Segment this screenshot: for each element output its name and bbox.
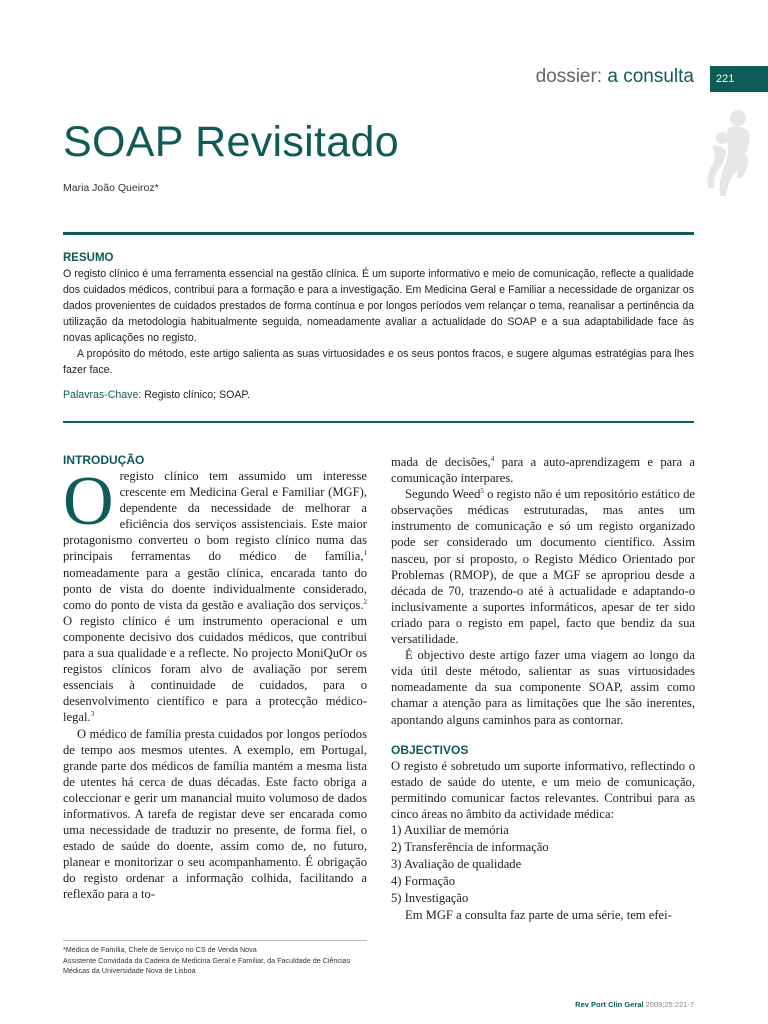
reference-marker: 4 xyxy=(490,454,495,463)
text-run: registo clínico tem assumido um interesse crescente em Medicina Geral e Familiar (MGF), dependente da necessidade de melhorar a eficiência dos serviços assistenciais. Este maior protagonismo converteu o bom registo clínico numa das principais ferramentas do médico de família, xyxy=(63,469,367,564)
section-heading-introducao: INTRODUÇÃO xyxy=(63,453,145,467)
abstract-paragraph: O registo clínico é uma ferramenta essencial na gestão clínica. É um suporte informativo e meio de comunicação, reflecte a qualidade dos cuidados médicos, contribui para a formação e para a investigação. Em Medicina Geral e Familiar a necessidade de organizar os dados provenientes de cuidados prestados de forma contínua e por longos períodos vem relançar o tema, reanalisar a pertinência da utilização da metodologia habitualmente seguida, nomeadamente avaliar a actualidade do SOAP e a sua adaptabilidade face às novas aplicações no registo. xyxy=(63,268,694,344)
keywords-value: Registo clínico; SOAP. xyxy=(144,389,251,401)
body-paragraph: Em MGF a consulta faz parte de uma série, tem efei- xyxy=(405,907,672,922)
abstract-paragraph: A propósito do método, este artigo salienta as suas virtuosidades e os seus pontos fracos, e sugere algumas estratégias para lhes fazer face. xyxy=(63,348,694,376)
abstract-heading: RESUMO xyxy=(63,252,114,264)
body-paragraph: O médico de família presta cuidados por longos períodos de tempo aos mesmos utentes. A exemplo, em Portugal, grande parte dos médicos de família mantém a mesma lista de utentes há cerca de duas décadas. Este facto obriga a coleccionar e gerir um manancial muito volumoso de dados informativos. A tarefa de registar deve ser encarada como uma necessidade de traduzir no presente, de forma fiel, o estado de saúde do doente, assim como de, no futuro, planear e monitorizar o seu acompanhamento. É obrigação do registo ordenar a informação colhida, facilitando a reflexão para a to- xyxy=(63,726,367,902)
footnote xyxy=(63,945,373,977)
list-item: 3) Avaliação de qualidade xyxy=(391,856,522,871)
body-paragraph xyxy=(391,486,695,647)
list-item: 2) Transferência de informação xyxy=(391,839,549,854)
text-run: mada de decisões, xyxy=(391,455,491,469)
page-number: 221 xyxy=(710,66,768,92)
reference-marker: 5 xyxy=(480,487,484,495)
section-label xyxy=(536,66,694,88)
text-run: nomeadamente para a gestão clínica, encarada tanto do ponto de vista do doente individualmente considerado, como do ponto de vista da gestão e avaliação dos serviços. xyxy=(63,565,367,612)
body-paragraph: É objectivo deste artigo fazer uma viagem ao longo da vida útil deste método, salientar as suas virtuosidades nomeadamente da sua componente SOAP, assim como chamar a atenção para as limitações que lhe são inerentes, apontando alguns caminhos para as contornar. xyxy=(391,648,695,727)
footnote-divider xyxy=(63,940,367,941)
objectives-list xyxy=(391,822,695,907)
keywords xyxy=(63,387,694,403)
family-silhouette-logo xyxy=(698,96,768,196)
text-run: Segundo Weed xyxy=(405,487,481,502)
list-item: 1) Auxiliar de memória xyxy=(391,822,509,837)
abstract xyxy=(63,250,694,403)
keywords-label: Palavras-Chave: xyxy=(63,389,142,401)
list-item: 5) Investigação xyxy=(391,890,469,905)
body-paragraph xyxy=(391,454,695,486)
journal-volume: 2009;25:221-7 xyxy=(645,1000,694,1009)
reference-marker: 3 xyxy=(90,710,95,719)
journal-name: Rev Port Clin Geral xyxy=(575,1000,644,1009)
list-item: 4) Formação xyxy=(391,873,455,888)
author-name: Maria João Queiroz* xyxy=(63,182,159,194)
section-heading-objectivos: OBJECTIVOS xyxy=(391,742,469,757)
section-prefix: dossier: xyxy=(535,66,603,87)
footnote-line: Assistente Convidada da Cadeira de Medicina Geral e Familiar, da Faculdade de Ciências Médicas da Universidade Nova de Lisboa xyxy=(63,955,351,975)
body-paragraph: O registo é sobretudo um suporte informativo, reflectindo o estado de saúde do utente, e um meio de comunicação, permitindo comunicar factos relevantes. Contribui para as cinco áreas no âmbito da actividade médica: xyxy=(391,758,695,821)
divider xyxy=(63,232,694,235)
article-title: SOAP Revisitado xyxy=(63,118,399,166)
body-column-left xyxy=(63,452,367,903)
reference-marker: 2 xyxy=(363,597,367,606)
body-paragraph xyxy=(63,463,367,726)
reference-marker: 1 xyxy=(363,549,367,558)
text-run: o registo não é um repositório estático de observações médicas estruturadas, mas antes um instrumento de comunicação e só um registo organizado pode ser considerado um documento científico. Assim nasceu, por si proposto, o Registo Médico Orientado por Problemas (RMOP), de que a MGF se apropriou desde a década de 70, trazendo-o até à actualidade e adaptando-o inclusivamente a suportes informáticos, apesar de ter sido criado para o registo em papel, facto que bendiz da sua versatilidade. xyxy=(391,487,695,647)
body-column-right xyxy=(391,454,695,923)
text-run: para a auto-aprendizagem e para a comunicação interpares. xyxy=(391,455,695,486)
journal-citation xyxy=(575,1000,694,1009)
footnote-line: *Médica de Família, Chefe de Serviço no CS de Venda Nova xyxy=(63,945,257,954)
divider xyxy=(63,421,694,423)
text-run: O registo clínico é um instrumento operacional e um componente decisivo dos cuidados médicos, que contribui para a sua qualidade e a reflecte. No projecto MoniQuOr os registos clínicos foram alvo de avaliação por serem essenciais à continuidade de cuidados, para o desenvolvimento científico e para a protecção médico-legal. xyxy=(63,613,367,725)
drop-cap: O xyxy=(63,463,114,540)
section-name: a consulta xyxy=(607,66,694,87)
